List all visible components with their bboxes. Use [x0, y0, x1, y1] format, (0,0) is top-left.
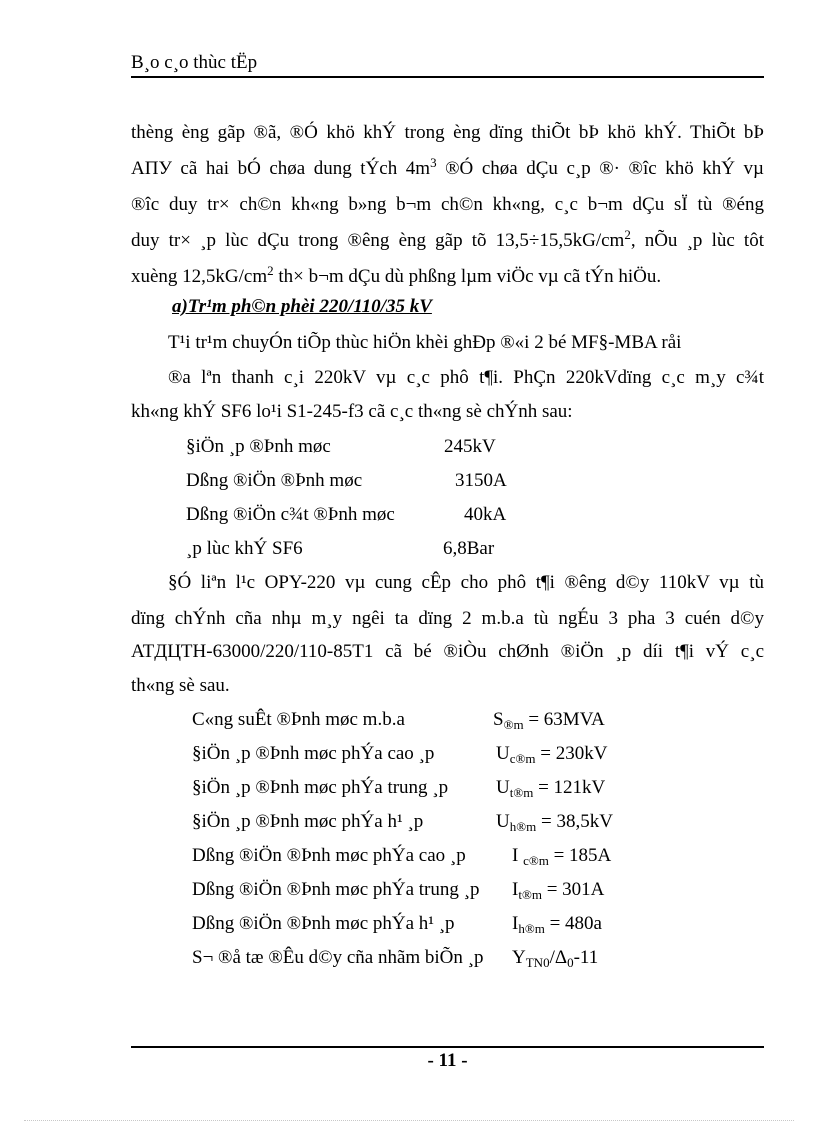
- spec-value: 6,8Bar: [443, 538, 495, 559]
- text-line: thèng èng gãp ®ã, ®Ó khö khÝ trong èng dïng thiÕt bÞ khö khÝ. ThiÕt bÞ: [131, 122, 764, 143]
- spec-value: $U_{c®m} = 230kV$: [496, 743, 608, 766]
- spec-value: I $_{c®m}$ = 185A: [512, 845, 612, 868]
- spec-label: Dßng ®iÖn ®Þnh møc phÝa cao ¸p: [192, 845, 466, 866]
- spec-value: $S_{®m} = 63MVA$: [493, 709, 605, 732]
- text-line: dïng chÝnh cña nhµ m¸y ngêi ta dïng 2 m.b.a tù ngÉu 3 pha 3 cuén d©y: [131, 608, 764, 629]
- spec-value: 245kV: [444, 436, 496, 457]
- spec-label: §iÖn ¸p ®Þnh møc phÝa h¹ ¸p: [192, 811, 424, 832]
- spec-label: C«ng suÊt ®Þnh møc m.b.a: [192, 709, 405, 730]
- header-rule: [131, 76, 764, 78]
- spec-label: S¬ ®å tæ ®Êu d©y cña nhãm biÕn ¸p: [192, 947, 484, 968]
- spec-label: Dßng ®iÖn ®Þnh møc phÝa trung ¸p: [192, 879, 480, 900]
- text-line: ®îc duy tr× ch©n kh«ng b»ng b¬m ch©n kh«ng, c¸c b¬m dÇu sÏ tù ®éng: [131, 194, 764, 215]
- spec-label: Dßng ®iÖn c¾t ®Þnh møc: [186, 504, 395, 525]
- spec-label: §iÖn ¸p ®Þnh møc: [186, 436, 331, 457]
- text-line: ΑΤДЦΤΗ-63000/220/110-85Τ1 cã bé ®iÒu chØnh ®iÖn ¸p díi t¶i vÝ c¸c: [131, 641, 764, 662]
- text-line: duy tr× ¸p lùc dÇu trong ®êng èng gãp tõ $13,5\div 15,5kG/cm^2$, nÕu ¸p lùc tôt: [131, 227, 764, 251]
- text-line: kh«ng khÝ SF6 lo¹i S1-245-f3 cã c¸c th«ng sè chÝnh sau:: [131, 401, 573, 422]
- spec-value: $Y_{TN0}/\Delta_0-11$: [512, 947, 599, 970]
- text-line: th«ng sè sau.: [131, 675, 230, 696]
- spec-value: $I_{t®m} = 301A$: [512, 879, 605, 902]
- spec-value: $U_{t®m} = 121kV$: [496, 777, 606, 800]
- spec-label: Dßng ®iÖn ®Þnh møc phÝa h¹ ¸p: [192, 913, 455, 934]
- footer-rule: [131, 1046, 764, 1048]
- spec-value: $I_{h®m} = 480a$: [512, 913, 602, 936]
- page-edge: [24, 1120, 794, 1121]
- text-line: xuèng $12,5kG/cm^2$ th× b¬m dÇu dù phßng lµm viÖc vµ cã tÝn hiÖu.: [131, 263, 662, 287]
- page-number: - 11 -: [427, 1050, 468, 1071]
- spec-value: 40kA: [464, 504, 507, 525]
- spec-label: Dßng ®iÖn ®Þnh møc: [186, 470, 363, 491]
- spec-label: ¸p lùc khÝ SF6: [186, 538, 303, 559]
- spec-value: $U_{h®m} = 38,5kV$: [496, 811, 613, 834]
- spec-value: 3150A: [455, 470, 507, 491]
- spec-label: §iÖn ¸p ®Þnh møc phÝa trung ¸p: [192, 777, 449, 798]
- document-header: B¸o c¸o thùc tËp: [131, 52, 258, 73]
- text-line: ®a lªn thanh c¸i 220kV vµ c¸c phô t¶i. PhÇn 220kVdïng c¸c m¸y c¾t: [168, 367, 764, 388]
- text-line: ΑΠУ cã hai bÓ chøa dung tÝch $4m^3$ ®Ó chøa dÇu c¸p ®· ®îc khö khÝ vµ: [131, 155, 764, 179]
- text-line: §Ó liªn l¹c OPY-220 vµ cung cÊp cho phô t¶i ®êng d©y 110kV vµ tù: [168, 572, 764, 593]
- section-title: a)Tr¹m ph©n phèi 220/110/35 kV: [172, 296, 432, 317]
- text-line: T¹i tr¹m chuyÓn tiÕp thùc hiÖn khèi ghÐp ®«i 2 bé MF§-MBA råi: [168, 332, 682, 353]
- spec-label: §iÖn ¸p ®Þnh møc phÝa cao ¸p: [192, 743, 435, 764]
